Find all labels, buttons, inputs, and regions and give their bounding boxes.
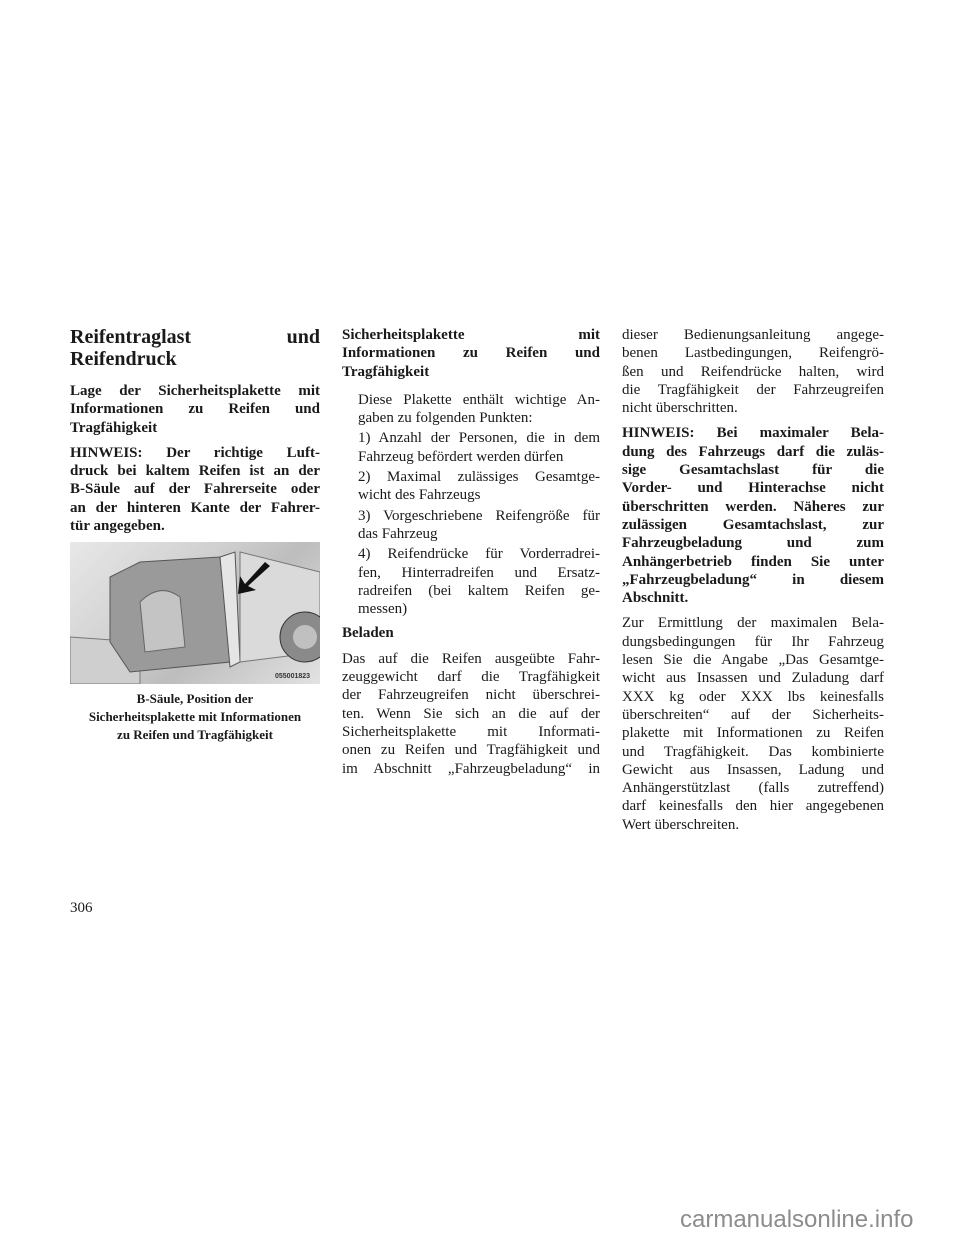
heading	[342, 326, 600, 381]
text-line: dungsbedingungen für Ihr Fahrzeug	[622, 633, 884, 650]
text-line: Gewicht aus Insassen, Ladung und	[622, 761, 884, 778]
text-line: Das auf die Reifen ausgeübte Fahr-	[342, 650, 600, 667]
text-line: zu Reifen und Tragfähigkeit	[117, 727, 273, 743]
beladen-text	[342, 650, 600, 778]
body-text	[622, 614, 884, 834]
text-line: wicht aus Insassen und Zuladung darf	[622, 670, 884, 687]
text-line: Lage der Sicherheitsplakette mit	[70, 383, 320, 399]
text-line: wicht des Fahrzeugs	[358, 487, 481, 504]
text-line: Fahrzeug befördert werden dürfen	[358, 448, 564, 465]
text-line: Abschnitt.	[622, 590, 689, 607]
text-line: nicht überschritten.	[622, 400, 738, 417]
text-line: Tragfähigkeit	[342, 363, 430, 380]
text-line: radreifen (bei kaltem Reifen ge-	[358, 582, 600, 599]
text-line: überschritten werden. Näheres zur	[622, 498, 884, 515]
list	[342, 429, 600, 618]
text-line: Informationen zu Reifen und	[342, 345, 600, 362]
list-item	[342, 429, 600, 466]
text-line: Sicherheitsplakette mit	[342, 327, 600, 343]
text-line: Beladen	[342, 625, 394, 642]
text-line: Vorder- und Hinterachse nicht	[622, 480, 884, 497]
text-line: dieser Bedienungsanleitung angege-	[622, 327, 884, 343]
car-door-illustration	[70, 542, 320, 684]
text-line: Informationen zu Reifen und	[70, 401, 320, 418]
text-line: Zur Ermittlung der maximalen Bela-	[622, 615, 884, 632]
text-line: benen Lastbedingungen, Reifengrö-	[622, 345, 884, 362]
b-pillar-figure	[70, 542, 320, 684]
text-line: Sicherheitsplakette mit Informationen	[88, 709, 302, 725]
figure-code: 055001823	[275, 673, 311, 681]
text-line: B-Säule, Position der	[136, 691, 254, 707]
text-line: Wert überschreiten.	[622, 816, 740, 833]
text-line: dung des Fahrzeugs darf die zuläs-	[622, 443, 884, 460]
text-line: Anhängerstützlast (falls zutreffend)	[622, 780, 884, 797]
column-2	[342, 326, 600, 785]
section-title	[70, 326, 320, 370]
text-line: onen zu Reifen und Tragfähigkeit und	[342, 742, 600, 759]
column-3	[622, 326, 884, 841]
column-1	[70, 326, 320, 744]
text-line: der Fahrzeugreifen nicht überschrei-	[342, 687, 600, 704]
note	[70, 444, 320, 535]
text-line: Diese Plakette enthält wichtige An-	[358, 391, 600, 408]
text-line: Tragfähigkeit	[70, 419, 158, 436]
text-line: 4) Reifendrücke für Vorderradrei-	[358, 546, 600, 563]
text-line: HINWEIS: Bei maximaler Bela-	[622, 425, 884, 442]
list-item	[342, 545, 600, 618]
text-line: B-Säule auf der Fahrerseite oder	[70, 481, 320, 498]
text-line: fen, Hinterradreifen und Ersatz-	[358, 564, 600, 581]
watermark: carmanualsonline.info	[680, 1206, 914, 1233]
figure-caption	[70, 690, 320, 744]
text-line: darf keinesfalls den hier angegebenen	[622, 798, 884, 815]
intro	[342, 391, 600, 428]
text-line: ßen und Reifendrücke halten, wird	[622, 363, 884, 380]
text-line: Sicherheitsplakette mit Informati-	[342, 723, 600, 740]
text-line: die Tragfähigkeit der Fahrzeugreifen	[622, 381, 884, 398]
text-line: tür angegeben.	[70, 518, 165, 535]
text-line: messen)	[358, 601, 408, 618]
text-line: XXX kg oder XXX lbs keinesfalls	[622, 688, 884, 705]
text-line: „Fahrzeugbeladung“ in diesem	[622, 571, 884, 588]
text-line: an der hinteren Kante der Fahrer-	[70, 499, 320, 516]
text-line: plakette mit Informationen zu Reifen	[622, 725, 884, 742]
text-line: 2) Maximal zulässiges Gesamtge-	[358, 469, 600, 486]
continued-text	[622, 326, 884, 417]
text-line: Fahrzeugbeladung und zum	[622, 535, 884, 552]
list-item	[342, 468, 600, 505]
text-line: sige Gesamtachslast für die	[622, 462, 884, 479]
text-line: gaben zu folgenden Punkten:	[358, 410, 533, 427]
text-line: Reifendruck	[70, 348, 177, 370]
text-line: ten. Wenn Sie sich an die auf der	[342, 705, 600, 722]
text-line: Anhängerbetrieb finden Sie unter	[622, 553, 884, 570]
text-line: Reifentraglast und	[70, 326, 320, 348]
note	[622, 424, 884, 607]
text-line: überschreiten“ auf der Sicherheits-	[622, 706, 884, 723]
text-line: HINWEIS: Der richtige Luft-	[70, 444, 320, 461]
text-line: 1) Anzahl der Personen, die in dem	[358, 430, 600, 447]
list-item	[342, 507, 600, 544]
text-line: zeuggewicht darf die Tragfähigkeit	[342, 669, 600, 686]
subheading	[70, 382, 320, 437]
text-line: druck bei kaltem Reifen ist an der	[70, 463, 320, 480]
text-line: im Abschnitt „Fahrzeugbeladung“ in	[342, 760, 600, 777]
text-line: das Fahrzeug	[358, 525, 438, 542]
beladen-heading	[342, 624, 600, 642]
text-line: zulässigen Gesamtachslast, zur	[622, 516, 884, 533]
text-line: lesen Sie die Angabe „Das Gesamtge-	[622, 652, 884, 669]
text-line: und Tragfähigkeit. Das kombinierte	[622, 743, 884, 760]
page-number: 306	[70, 900, 93, 916]
text-line: 3) Vorgeschriebene Reifengröße für	[358, 507, 600, 524]
